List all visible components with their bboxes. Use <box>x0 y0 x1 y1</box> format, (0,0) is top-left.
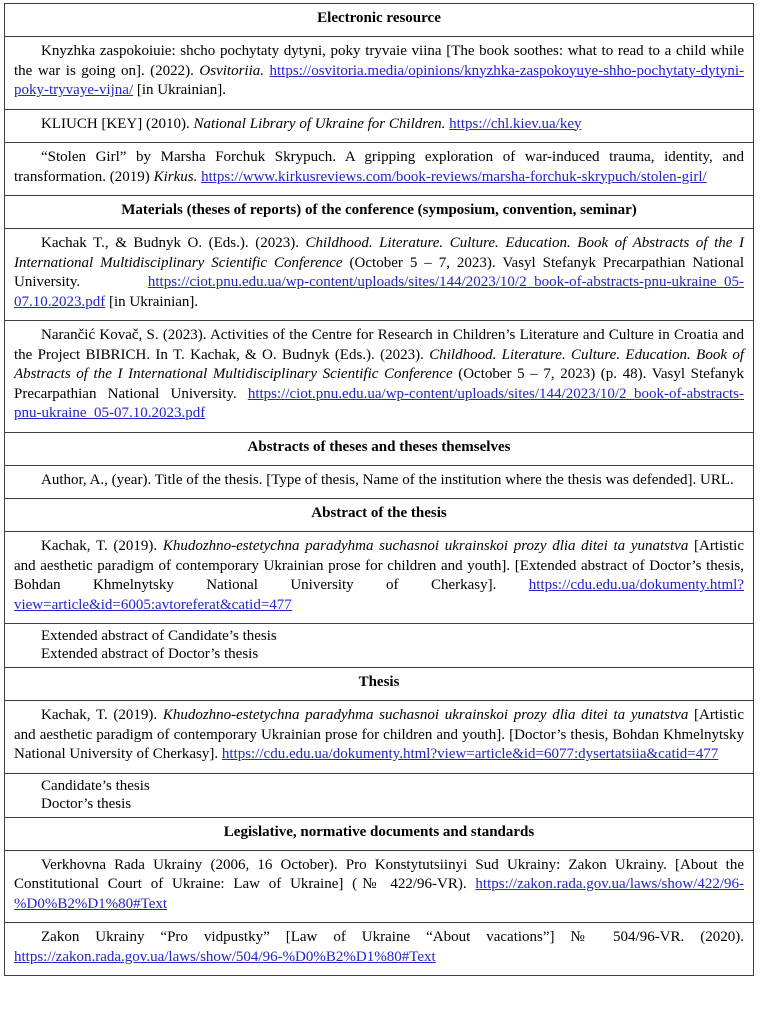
citation-italic-text: Kirkus. <box>153 168 198 185</box>
citation-link[interactable]: https://cdu.edu.ua/dokumenty.html?view=article&id=6077:dysertatsiia&catid=477 <box>221 746 719 762</box>
reference-formats-table <box>4 3 754 976</box>
citation-italic-text: National Library of Ukraine for Children. <box>193 115 446 132</box>
citation-paragraph <box>14 856 744 915</box>
citation-text: KLIUCH [KEY] (2010). <box>41 115 194 132</box>
citation-kachak-2019-abstract <box>5 532 753 624</box>
citation-text: [in Ukrainian]. <box>105 293 199 310</box>
citation-text: [Artistic and aesthetic paradigm of contemporary Ukrainian prose for children and youth]. [Extended abstract of Doctor’s thesis, Bohdan Khmelnytsky National University of Cherkasy]. <box>14 538 744 593</box>
citation-link[interactable]: https://chl.kiev.ua/key <box>449 115 582 132</box>
citation-text: Verkhovna Rada Ukrainy (2006, 16 October). Pro Konstytutsiinyi Sud Ukrainy: Zakon Ukrainy. [About the Constitutional Court of Ukraine: Law of Ukraine] (№ 422/96-VR). <box>14 856 744 892</box>
citation-kliuch <box>5 110 753 144</box>
citation-italic-text: Khudozhno-estetychna paradyhma suchasnoi ukrainskoi prozy dlia ditei ta yunatstva <box>162 538 689 554</box>
citation-paragraph <box>14 537 744 615</box>
citation-link[interactable]: https://www.kirkusreviews.com/book-reviews/marsha-forchuk-skrypuch/stolen-girl/ <box>201 168 707 185</box>
section-header-legislative <box>5 818 753 851</box>
section-header-conference-materials <box>5 196 753 229</box>
citation-text: Extended abstract of Doctor’s thesis <box>41 646 259 662</box>
citation-paragraph <box>14 777 744 795</box>
citation-text: Author, A., (year). Title of the thesis. [Type of thesis, Name of the institution where the thesis was defended]. URL. <box>41 471 734 488</box>
citation-zakon-vidpustky <box>5 923 753 975</box>
citation-text: Extended abstract of Candidate’s thesis <box>41 628 277 644</box>
citation-kachak-2019-thesis <box>5 701 753 774</box>
citation-link[interactable]: https://ciot.pnu.edu.ua/wp-content/uploads/sites/144/2023/10/2_book-of-abstracts-pnu-ukraine_05-07.10.2023.pdf <box>14 385 744 421</box>
citation-text: Candidate’s thesis <box>41 777 150 794</box>
section-title: Legislative, normative documents and standards <box>223 823 535 840</box>
citation-kachak-budnyk-2023 <box>5 229 753 321</box>
section-title: Thesis <box>358 674 400 690</box>
citation-narancic-kovac-2023 <box>5 321 753 433</box>
citation-stolen-girl <box>5 143 753 196</box>
citation-text: Doctor’s thesis <box>41 795 132 812</box>
citation-text: “Stolen Girl” by Marsha Forchuk Skrypuch. A gripping exploration of war-induced trauma, identity, and transformation. (2019) <box>14 149 744 185</box>
citation-link[interactable]: https://ciot.pnu.edu.ua/wp-content/uploads/sites/144/2023/10/2_book-of-abstracts-pnu-ukraine_05-07.10.2023.pdf <box>14 274 744 310</box>
citation-paragraph <box>14 627 744 645</box>
citation-text: Narančić Kovač, S. (2023). Activities of the Centre for Research in Children’s Literature and Culture in Croatia and the Project BIBRICH. In T. Kachak, & O. Budnyk (Eds.). (2023). <box>14 327 744 363</box>
list-thesis-types <box>5 774 753 818</box>
citation-text: (October 5 – 7, 2023). Vasyl Stefanyk Precarpathian National University. <box>14 254 744 290</box>
citation-text: [in Ukrainian]. <box>133 82 227 98</box>
section-title: Electronic resource <box>317 10 441 26</box>
citation-text: Knyzhka zaspokoiuie: shcho pochytaty dytyni, poky tryvaie viina [The book soothes: what to read to a child while the war is going on]. (2022). <box>14 43 744 79</box>
section-title: Abstracts of theses and theses themselves <box>247 438 511 455</box>
citation-text: Kachak, T. (2019). <box>41 538 163 554</box>
citation-link[interactable]: https://osvitoria.media/opinions/knyzhka-zaspokoyuye-shho-pochytaty-dytyni-poky-tryvaye-vijna/ <box>14 62 745 98</box>
citation-text: Kachak T., & Budnyk O. (Eds.). (2023). <box>41 235 306 251</box>
section-header-abstract-of-thesis <box>5 499 753 532</box>
citation-link[interactable]: https://zakon.rada.gov.ua/laws/show/504/96-%D0%B2%D1%80#Text <box>14 948 436 965</box>
list-abstract-types <box>5 624 753 668</box>
citation-paragraph <box>14 795 744 813</box>
citation-paragraph <box>14 706 744 765</box>
citation-text: Kachak, T. (2019). <box>41 707 163 723</box>
citation-link[interactable]: https://zakon.rada.gov.ua/laws/show/422/96-%D0%B2%D1%80#Text <box>14 876 744 912</box>
citation-paragraph <box>14 471 744 491</box>
citation-paragraph <box>14 326 744 424</box>
citation-paragraph <box>14 928 744 967</box>
section-header-electronic-resource <box>5 4 753 37</box>
citation-paragraph <box>14 148 744 187</box>
citation-verkhovna-rada-2006 <box>5 851 753 924</box>
citation-italic-text: Osvitoriia. <box>199 62 265 79</box>
section-header-thesis <box>5 668 753 701</box>
citation-text: (October 5 – 7, 2023) (p. 48). Vasyl Stefanyk Precarpathian National University. <box>14 366 744 402</box>
citation-paragraph <box>14 115 744 135</box>
citation-text: [Artistic and aesthetic paradigm of contemporary Ukrainian prose for children and youth]. [Doctor’s thesis, Bohdan Khmelnytsky National University of Cherkasy]. <box>14 707 744 762</box>
citation-paragraph <box>14 234 744 312</box>
citation-link[interactable]: https://cdu.edu.ua/dokumenty.html?view=article&id=6005:avtoreferat&catid=477 <box>14 577 744 613</box>
section-title: Abstract of the thesis <box>311 505 447 521</box>
citation-knyzhka-zaspokoiuie <box>5 37 753 110</box>
citation-italic-text: Childhood. Literature. Culture. Education. Book of Abstracts of the I International Multidisciplinary Scientific Conference <box>14 346 744 382</box>
citation-paragraph <box>14 42 744 101</box>
citation-paragraph <box>14 645 744 663</box>
section-header-abstracts-and-theses <box>5 433 753 466</box>
citation-thesis-template <box>5 466 753 500</box>
citation-text: Zakon Ukrainy “Pro vidpustky” [Law of Ukraine “About vacations”] № 504/96-VR. (2020). <box>41 929 744 945</box>
section-title: Materials (theses of reports) of the conference (symposium, convention, seminar) <box>121 202 637 218</box>
citation-italic-text: Khudozhno-estetychna paradyhma suchasnoi ukrainskoi prozy dlia ditei ta yunatstva <box>162 707 689 723</box>
citation-italic-text: Childhood. Literature. Culture. Education. Book of Abstracts of the I International Multidisciplinary Scientific Conference <box>14 235 744 271</box>
